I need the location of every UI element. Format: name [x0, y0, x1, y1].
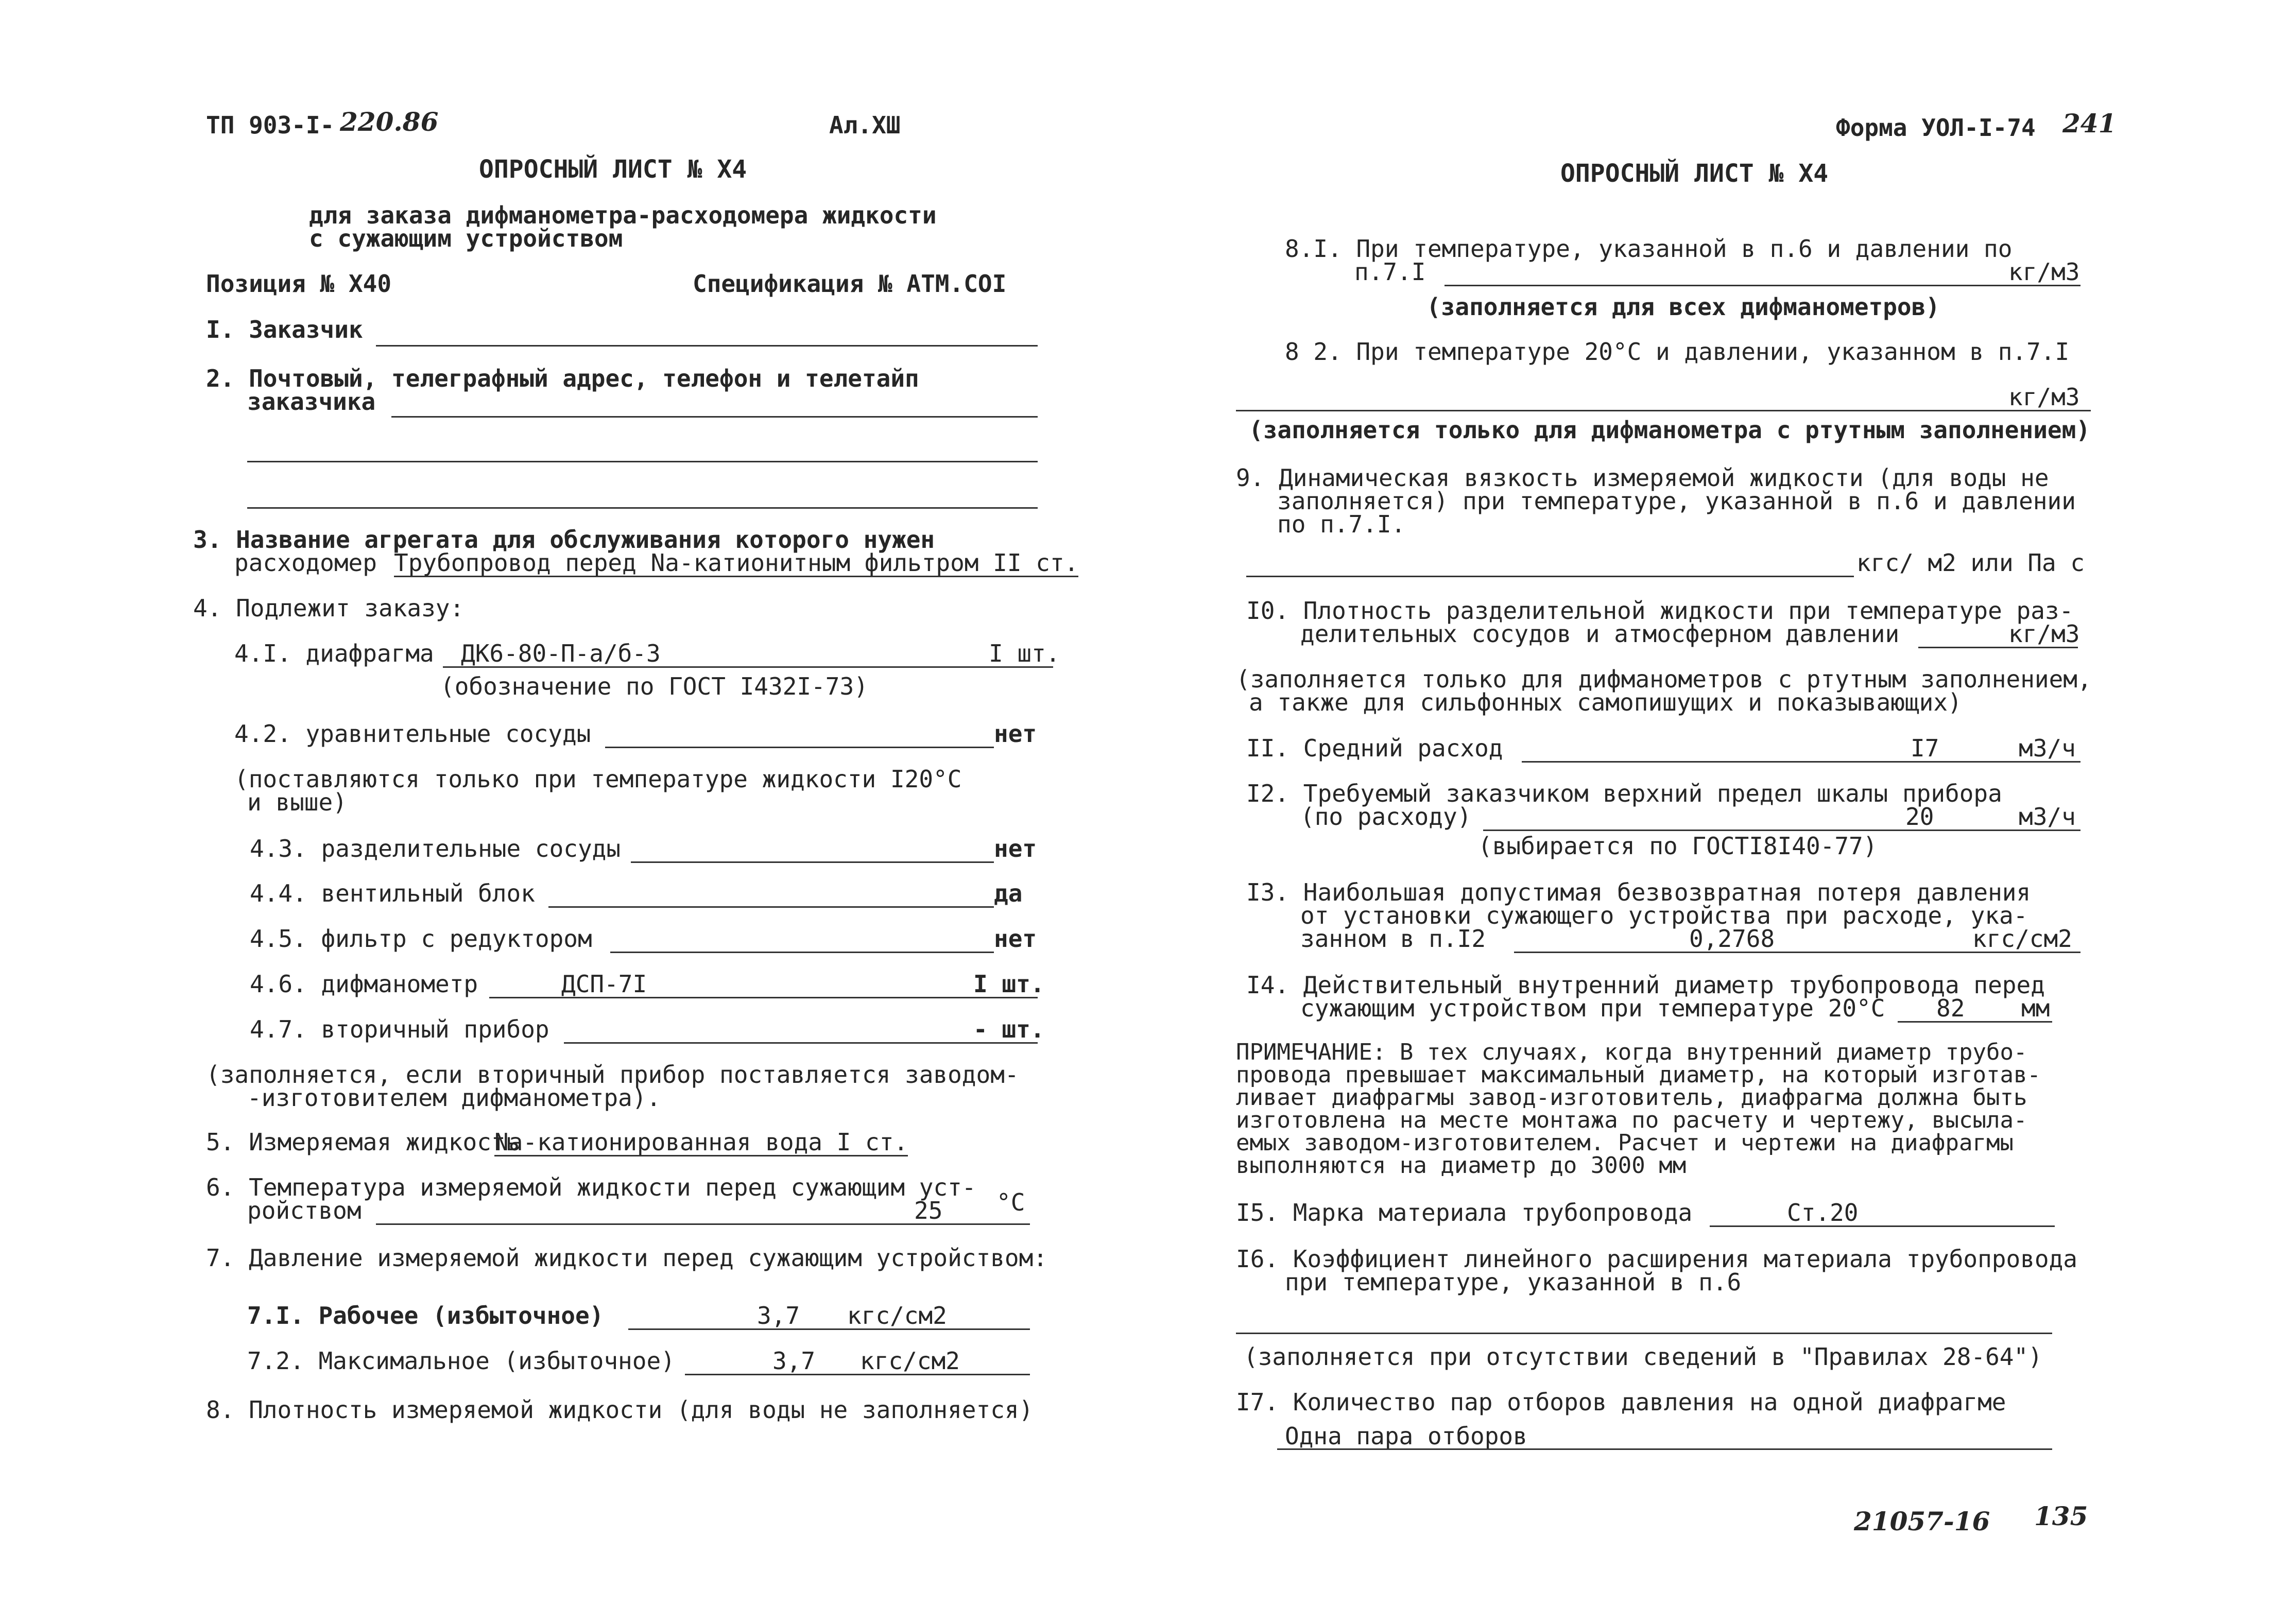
field-4-7-note-line-2: -изготовителем дифманометра). — [247, 1084, 661, 1112]
field-4-3-separators-line[interactable] — [631, 861, 994, 863]
field-12-note: (выбирается по ГОСТI8I40-77) — [1478, 832, 1878, 860]
field-4-3-separators-label: 4.3. разделительные сосуды — [250, 835, 621, 862]
field-4-6-dp-gauge-value: ДСП-7I — [561, 970, 647, 998]
field-8-1-density-line[interactable] — [1445, 285, 2080, 286]
field-7-1-working-value: 3,7 — [757, 1302, 800, 1329]
field-2-address-label-cont: заказчика — [247, 388, 376, 416]
footer-handwritten-code: 21057-16 — [1854, 1506, 1990, 1536]
field-14-diameter-label-cont: сужающим устройством при температуре 20°С — [1300, 994, 1885, 1022]
field-17-taps-value: Одна пара отборов — [1285, 1422, 1527, 1450]
field-2-address-line-1[interactable] — [391, 416, 1038, 418]
field-3-unit-value: Трубопровод перед Na-катионитным фильтром II ст. — [394, 549, 1079, 577]
note-line-4: изготовлена на месте монтажа по расчету и чертежу, высыла- — [1236, 1107, 2027, 1133]
field-7-1-working-line[interactable] — [628, 1328, 1030, 1330]
field-7-2-max-value: 3,7 — [772, 1347, 816, 1375]
left-subtitle-line-2: с сужающим устройством — [309, 224, 623, 252]
document-code: ТП 903-I- — [206, 111, 335, 139]
field-16-expansion-line[interactable] — [1236, 1333, 2052, 1334]
field-15-material-value: Ст.20 — [1787, 1199, 1859, 1226]
field-8-1-density-label-cont: п.7.I — [1354, 258, 1426, 286]
field-10-sep-density-label-cont: делительных сосудов и атмосферном давлении — [1300, 620, 1900, 648]
field-7-pressure-label: 7. Давление измеряемой жидкости перед сужающим устройством: — [206, 1244, 1047, 1272]
field-13-pressure-loss-value: 0,2768 — [1689, 925, 1775, 953]
field-8-1-density-label: 8.I. При температуре, указанной в п.6 и давлении по — [1285, 235, 2013, 263]
field-11-mean-flow-line[interactable] — [1522, 761, 2080, 763]
field-6-temperature-unit: °С — [996, 1188, 1025, 1216]
field-8-density-label: 8. Плотность измеряемой жидкости (для воды не заполняется) — [206, 1396, 1034, 1424]
field-4-2-vessels-value: нет — [994, 720, 1037, 748]
field-13-pressure-loss-label-cont-2: занном в п.I2 — [1300, 925, 1486, 953]
field-5-liquid-label: 5. Измеряемая жидкость — [206, 1128, 520, 1156]
field-17-taps-line[interactable] — [1277, 1448, 2052, 1450]
field-10-note-line-2: а также для сильфонных самопишущих и показывающих) — [1249, 688, 1962, 716]
field-9-viscosity-label: 9. Динамическая вязкость измеряемой жидкости (для воды не — [1236, 464, 2049, 492]
note-line-5: емых заводом-изготовителем. Расчет и чертежи на диафрагмы — [1236, 1130, 2014, 1156]
field-4-2-vessels-line[interactable] — [605, 747, 994, 748]
field-7-1-working-label: 7.I. Рабочее (избыточное) — [247, 1302, 604, 1329]
field-8-2-note: (заполняется только для дифманометра с ртутным заполнением) — [1249, 416, 2090, 444]
field-4-7-secondary-label: 4.7. вторичный прибор — [250, 1015, 549, 1043]
field-16-expansion-label: I6. Коэффициент линейного расширения материала трубопровода — [1236, 1245, 2077, 1273]
field-14-diameter-label: I4. Действительный внутренний диаметр трубопровода перед — [1246, 971, 2045, 999]
field-4-1-orifice-label: 4.I. диафрагма — [234, 640, 434, 667]
field-7-2-max-label: 7.2. Максимальное (избыточное) — [247, 1347, 675, 1375]
field-4-2-note-line-2: и выше) — [247, 788, 347, 816]
field-11-mean-flow-label: II. Средний расход — [1246, 734, 1503, 762]
field-4-order-label: 4. Подлежит заказу: — [193, 594, 465, 622]
field-4-1-orifice-qty: I шт. — [989, 640, 1060, 667]
field-4-2-note-line-1: (поставляются только при температуре жидкости I20°С — [234, 765, 962, 793]
field-11-mean-flow-value: I7 — [1911, 734, 1939, 762]
field-12-scale-limit-label-cont: (по расходу) — [1300, 803, 1472, 831]
field-8-1-density-unit: кг/м3 — [2008, 258, 2080, 286]
field-4-6-dp-gauge-label: 4.6. дифманометр — [250, 970, 478, 998]
field-4-7-secondary-qty: - шт. — [973, 1015, 1045, 1043]
field-9-viscosity-line[interactable] — [1246, 576, 1854, 577]
specification-number: Спецификация № АТМ.СОI — [693, 270, 1007, 298]
field-1-customer-line[interactable] — [376, 345, 1038, 347]
field-14-diameter-value: 82 — [1936, 994, 1965, 1022]
field-10-note-line-1: (заполняется только для дифманометров с ртутным заполнением, — [1236, 665, 2092, 693]
field-7-2-max-unit: кгс/см2 — [860, 1347, 960, 1375]
field-2-address-label: 2. Почтовый, телеграфный адрес, телефон и телетайп — [206, 365, 919, 392]
field-7-2-max-line[interactable] — [685, 1374, 1030, 1375]
sheet-number: Ал.ХШ — [829, 111, 901, 139]
note-line-6: выполняются на диаметр до 3000 мм — [1236, 1152, 1687, 1179]
field-16-expansion-label-cont: при температуре, указанной в п.6 — [1285, 1268, 1742, 1296]
field-4-5-filter-label: 4.5. фильтр с редуктором — [250, 925, 592, 953]
note-line-3: ливает диафрагмы завод-изготовитель, диафрагма должна быть — [1236, 1084, 2027, 1111]
field-4-1-orifice-value: ДК6-80-П-а/б-3 — [461, 640, 661, 667]
field-11-mean-flow-unit: м3/ч — [2019, 734, 2076, 762]
field-6-temperature-label-cont: ройством — [247, 1197, 362, 1224]
field-4-4-valve-block-label: 4.4. вентильный блок — [250, 879, 535, 907]
field-9-viscosity-label-cont-2: по п.7.I. — [1277, 510, 1406, 538]
document-code-handwritten: 220.86 — [340, 107, 439, 137]
left-subtitle-line-1: для заказа дифманометра-расходомера жидкости — [309, 201, 937, 229]
field-15-material-line[interactable] — [1710, 1225, 2055, 1227]
field-1-customer-label: I. Заказчик — [206, 316, 363, 343]
position-number: Позиция № Х40 — [206, 270, 392, 298]
footer-page-number: 135 — [2034, 1501, 2088, 1531]
field-12-scale-limit-unit: м3/ч — [2019, 803, 2076, 831]
field-4-5-filter-line[interactable] — [610, 952, 994, 953]
field-13-pressure-loss-unit: кгс/см2 — [1972, 925, 2072, 953]
field-6-temperature-value: 25 — [914, 1197, 943, 1224]
field-2-address-line-3[interactable] — [247, 507, 1038, 509]
field-7-1-working-unit: кгс/см2 — [847, 1302, 947, 1329]
field-16-note: (заполняется при отсутствии сведений в "Правилах 28-64") — [1244, 1343, 2042, 1371]
field-6-temperature-label: 6. Температура измеряемой жидкости перед сужающим уст- — [206, 1173, 976, 1201]
field-4-7-secondary-line[interactable] — [564, 1042, 1038, 1044]
field-3-unit-label-cont: расходомер — [234, 549, 377, 577]
note-line-1: ПРИМЕЧАНИЕ: В тех случаях, когда внутренний диаметр трубо- — [1236, 1039, 2027, 1065]
field-10-sep-density-label: I0. Плотность разделительной жидкости при температуре раз- — [1246, 597, 2074, 625]
field-10-sep-density-unit: кг/м3 — [2008, 620, 2080, 648]
left-page-title: ОПРОСНЫЙ ЛИСТ № Х4 — [479, 155, 747, 184]
field-4-2-vessels-label: 4.2. уравнительные сосуды — [234, 720, 591, 748]
field-9-viscosity-label-cont-1: заполняется) при температуре, указанной в п.6 и давлении — [1277, 487, 2076, 515]
field-4-3-separators-value: нет — [994, 835, 1037, 862]
field-4-7-note-line-1: (заполняется, если вторичный прибор поставляется заводом- — [206, 1061, 1019, 1089]
field-17-taps-label: I7. Количество пар отборов давления на одной диафрагме — [1236, 1388, 2006, 1416]
field-4-4-valve-block-value: да — [994, 879, 1023, 907]
field-4-5-filter-value: нет — [994, 925, 1037, 953]
field-5-liquid-value: Na-катионированная вода I ст. — [494, 1128, 908, 1156]
field-4-1-orifice-note: (обозначение по ГОСТ I432I-73) — [440, 672, 868, 700]
field-13-pressure-loss-label: I3. Наибольшая допустимая безвозвратная потеря давления — [1246, 878, 2031, 906]
field-8-2-density-unit: кг/м3 — [2008, 383, 2080, 411]
field-12-scale-limit-value: 20 — [1905, 803, 1934, 831]
field-2-address-line-2[interactable] — [247, 461, 1038, 462]
form-code-handwritten: 241 — [2062, 108, 2117, 139]
note-line-2: провода превышает максимальный диаметр, на который изготав- — [1236, 1062, 2041, 1088]
field-13-pressure-loss-label-cont-1: от установки сужающего устройства при расходе, ука- — [1300, 902, 2028, 929]
field-12-scale-limit-line[interactable] — [1483, 830, 2080, 831]
field-4-4-valve-block-line[interactable] — [548, 906, 994, 908]
field-9-viscosity-unit: кгс/ м2 или Па с — [1856, 549, 2085, 577]
field-14-diameter-unit: мм — [2021, 994, 2050, 1022]
field-8-2-density-label: 8 2. При температуре 20°С и давлении, указанном в п.7.I — [1285, 338, 2070, 366]
field-15-material-label: I5. Марка материала трубопровода — [1236, 1199, 1693, 1226]
field-8-2-density-line[interactable] — [1236, 410, 2091, 411]
form-code: Форма УОЛ-I-74 — [1836, 114, 2036, 142]
field-4-6-dp-gauge-qty: I шт. — [973, 970, 1045, 998]
field-3-unit-label: 3. Название агрегата для обслуживания которого нужен — [193, 526, 935, 554]
field-8-1-note: (заполняется для всех дифманометров) — [1426, 293, 1940, 321]
right-page-title: ОПРОСНЫЙ ЛИСТ № Х4 — [1560, 159, 1829, 188]
field-12-scale-limit-label: I2. Требуемый заказчиком верхний предел шкалы прибора — [1246, 780, 2002, 807]
